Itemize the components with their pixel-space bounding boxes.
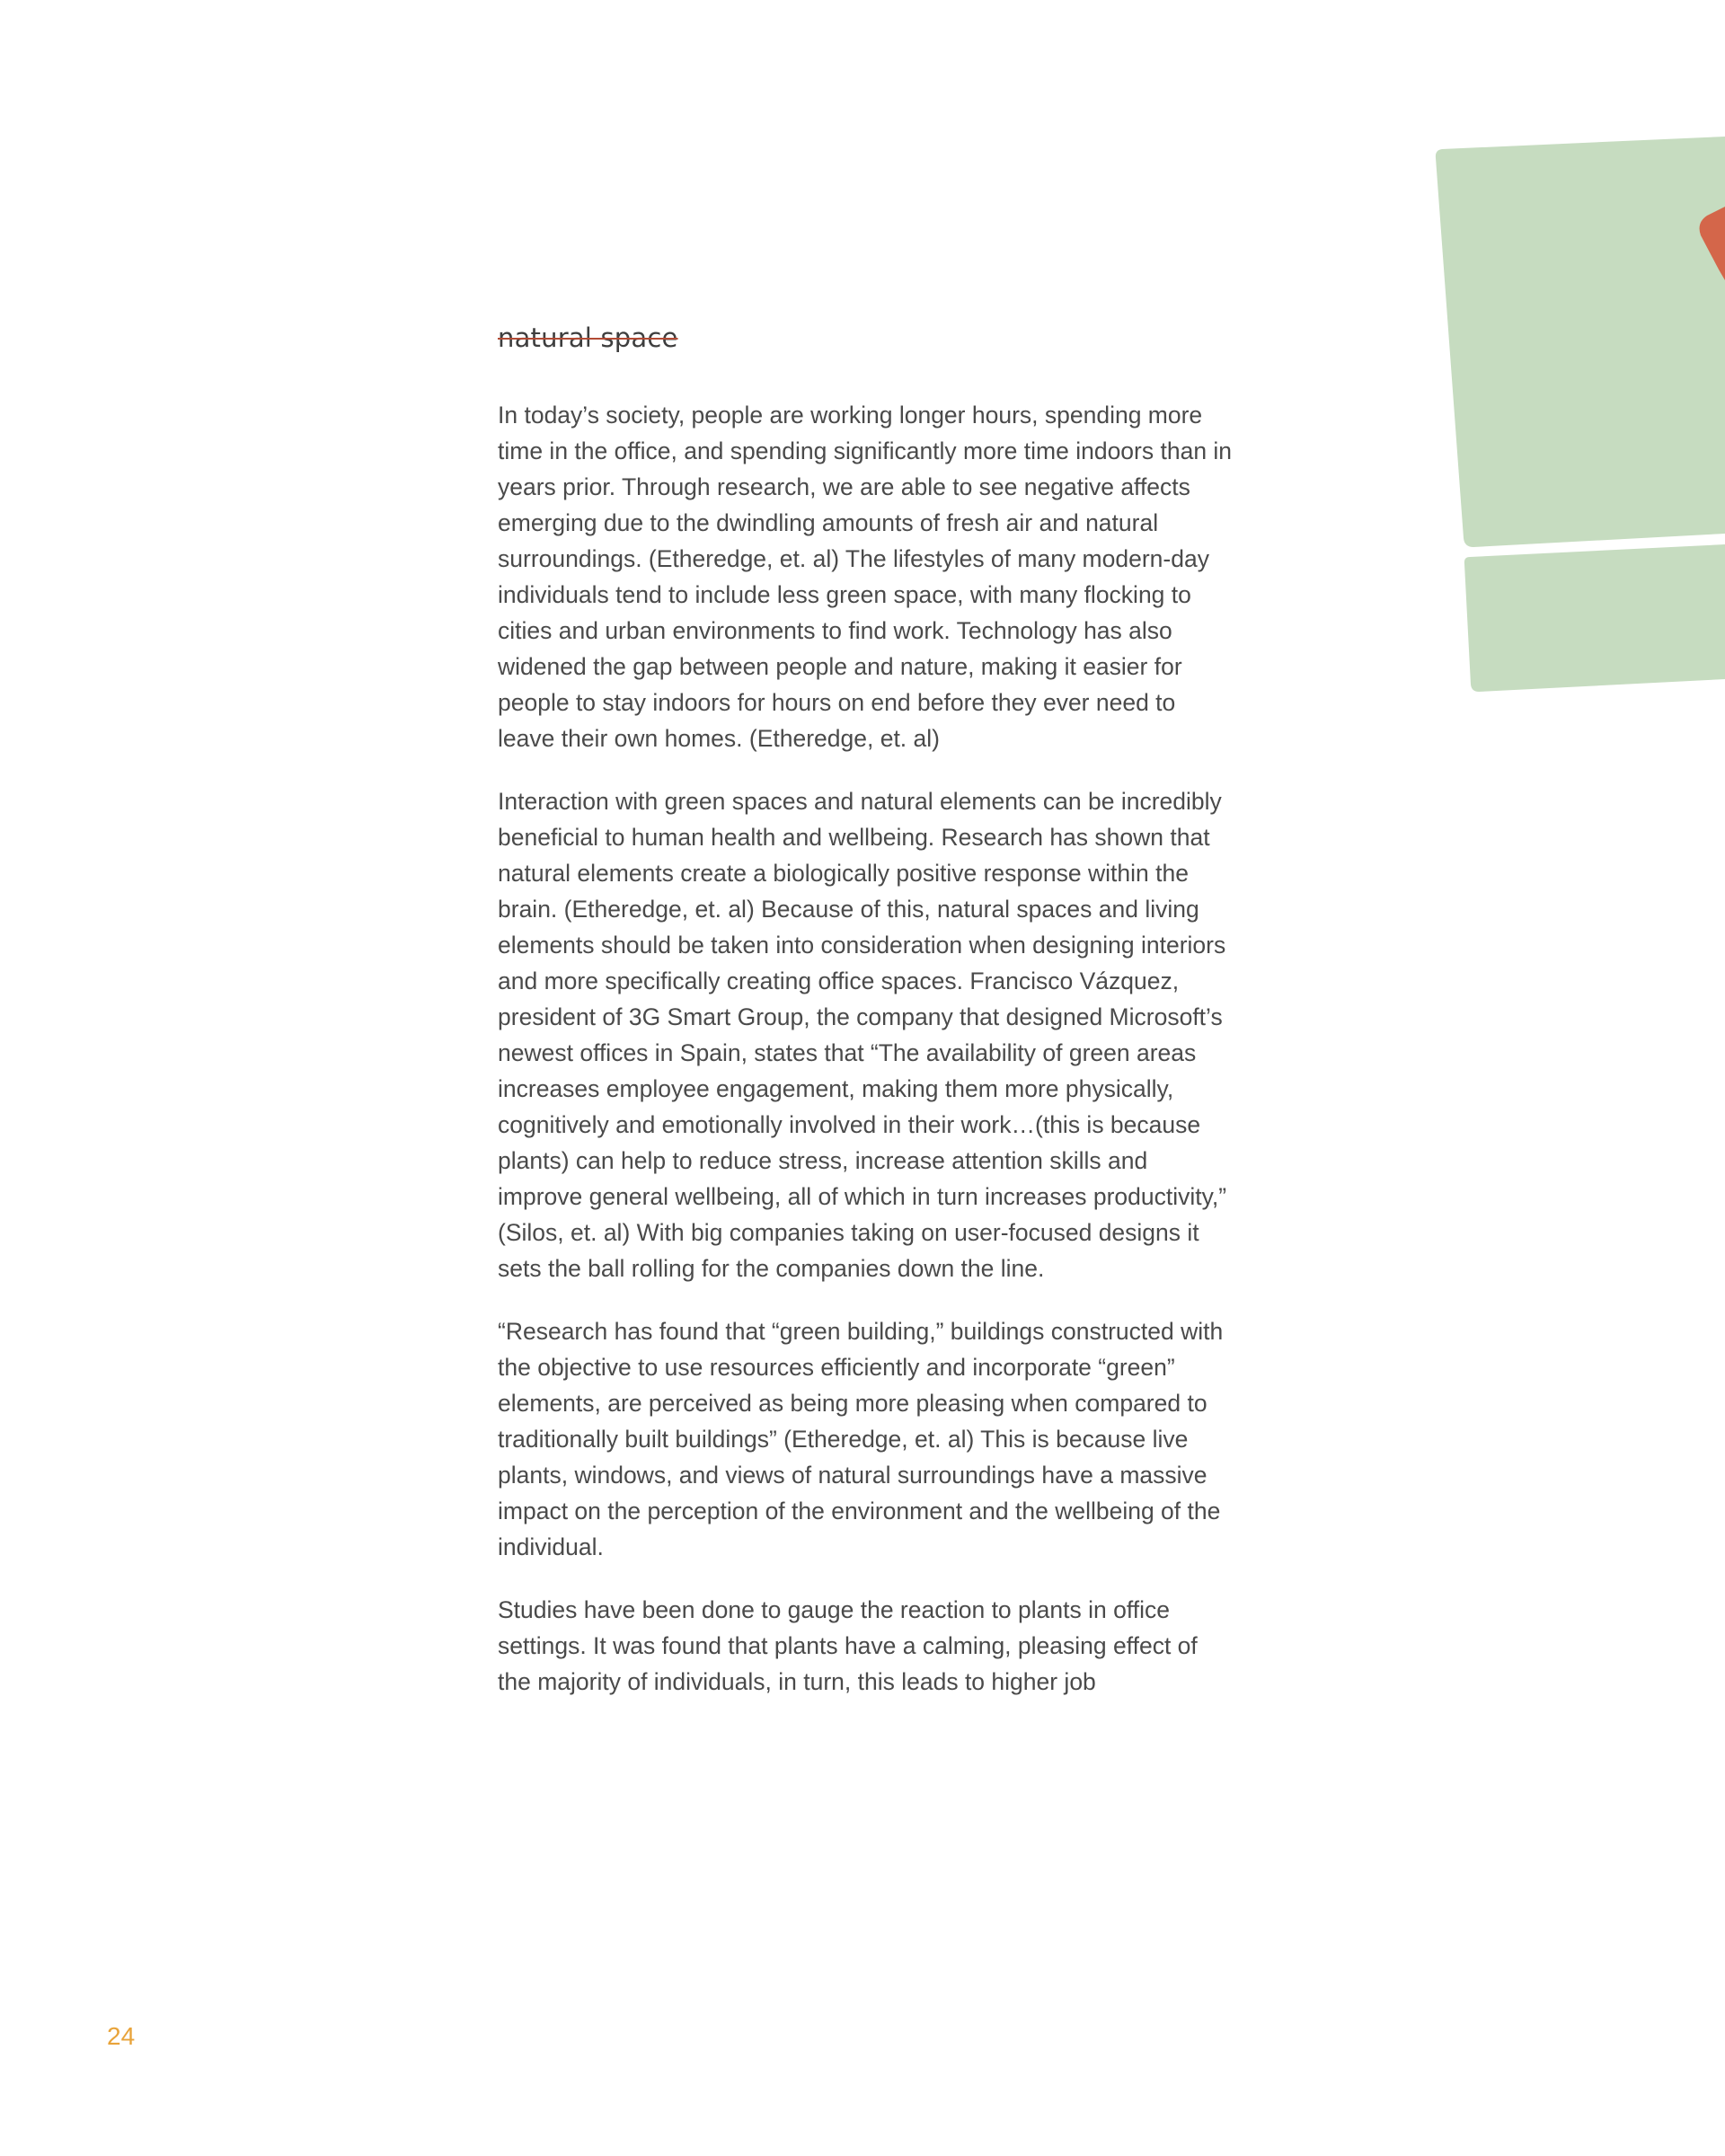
paragraph: In today’s society, people are working longer hours, spending more time in the office, and spending significantly more time indoors than in years prior. Through research, we are able to see negative affects emerging due to the dwindling amounts of fresh air and natural surroundings. (Etheredge, et. al) The lifestyles of many modern-day individuals tend to include less green space, with many flocking to cities and urban environments to find work. Technology has also widened the gap between people and nature, making it easier for people to stay indoors for hours on end before they ever need to leave their own homes. (Etheredge, et. al) xyxy=(498,402,1233,752)
green-panel-top xyxy=(1436,137,1725,547)
page-number: 24 xyxy=(107,2022,136,2050)
section-heading: natural space xyxy=(498,323,678,353)
article-body xyxy=(498,397,1234,1727)
paragraph: “Research has found that “green building,” buildings constructed with the objective to use resources efficiently and incorporate “green” elements, are perceived as being more pleasing when compared to traditionally built buildings” (Etheredge, et. al) This is because live plants, windows, and views of natural surroundings have a massive impact on the perception of the environment and the wellbeing of the individual. xyxy=(498,1318,1224,1560)
paragraph: Studies have been done to gauge the reaction to plants in office settings. It was found that plants have a calming, pleasing effect of the majority of individuals, in turn, this leads to higher job xyxy=(498,1596,1198,1695)
green-panel-bottom xyxy=(1464,544,1725,692)
paragraph: Interaction with green spaces and natural elements can be incredibly beneficial to human health and wellbeing. Research has shown that natural elements create a biologically positive response within the brain. (Etheredge, et. al) Because of this, natural spaces and living elements should be taken into consideration when designing interiors and more specifically creating office spaces. Francisco Vázquez, president of 3G Smart Group, the company that designed Microsoft’s newest offices in Spain, states that “The availability of green areas increases employee engagement, making them more physically, cognitively and emotionally involved in their work…(this is because plants) can help to reduce stress, increase attention skills and improve general wellbeing, all of which in turn increases productivity,” (Silos, et. al) With big companies taking on user-focused designs it sets the ball rolling for the companies down the line. xyxy=(498,788,1227,1282)
